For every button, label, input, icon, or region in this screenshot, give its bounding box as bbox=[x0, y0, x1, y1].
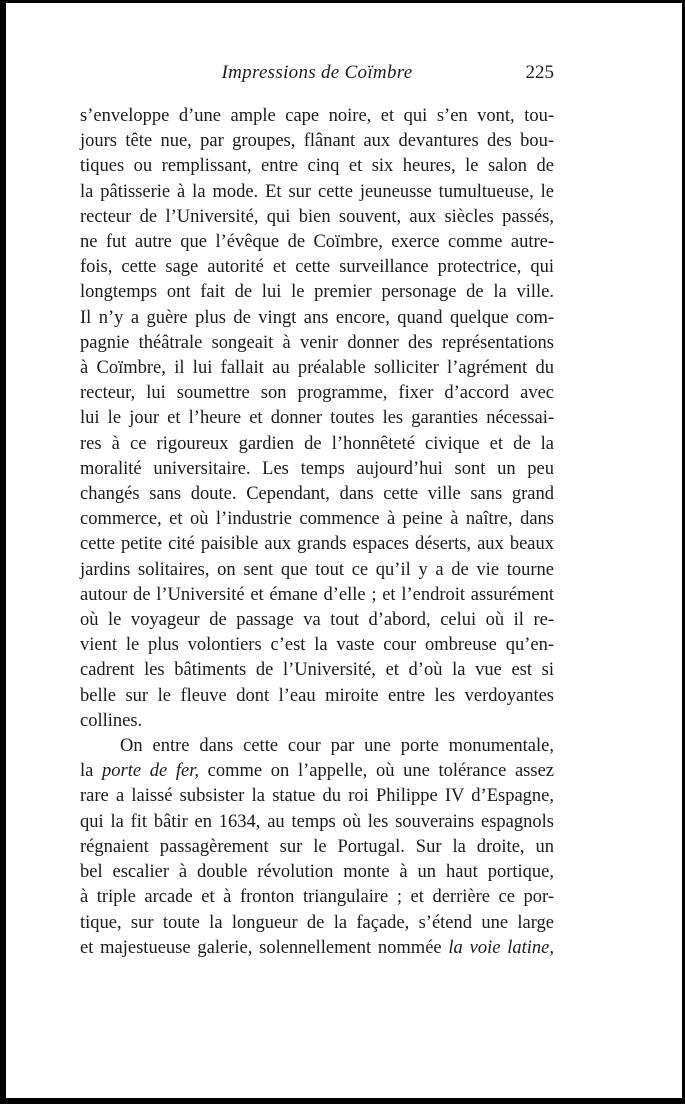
text-line: où le voyageur de passage va tout d’abord, celui où il re- bbox=[80, 610, 554, 631]
paragraph-1 bbox=[80, 104, 554, 734]
text-fragment: comme on l’appelle, où une tolérance assez bbox=[199, 761, 555, 782]
text-line: belle sur le fleuve dont l’eau miroite entre les verdoyantes bbox=[80, 685, 554, 706]
paragraph-2 bbox=[80, 734, 554, 961]
text-line: vient le plus volontiers c’est la vaste cour ombreuse qu’en- bbox=[80, 635, 554, 656]
text-line: recteur de l’Université, qui bien souvent, aux siècles passés, bbox=[80, 206, 554, 227]
italic-phrase: porte de fer, bbox=[102, 761, 200, 782]
text-line: fois, cette sage autorité et cette surveillance protectrice, qui bbox=[80, 257, 554, 278]
text-line: régnaient passagèrement sur le Portugal. Sur la droite, un bbox=[80, 836, 554, 857]
text-line: cette petite cité paisible aux grands espaces déserts, aux beaux bbox=[80, 534, 554, 555]
text-line: On entre dans cette cour par une porte monumentale, bbox=[120, 736, 554, 757]
page-number: 225 bbox=[525, 62, 554, 83]
text-line: à Coïmbre, il lui fallait au préalable solliciter l’agrément du bbox=[80, 358, 554, 379]
text-line: qui la fit bâtir en 1634, au temps où les souverains espagnols bbox=[80, 811, 554, 832]
text-line: à triple arcade et à fronton triangulaire ; et derrière ce por- bbox=[80, 887, 554, 908]
book-page bbox=[80, 62, 554, 961]
text-fragment: et majestueuse galerie, solennellement nommée bbox=[80, 937, 449, 958]
italic-phrase: la voie latine, bbox=[448, 937, 554, 958]
text-line: recteur, lui soumettre son programme, fixer d’accord avec bbox=[80, 383, 554, 404]
text-line: s’enveloppe d’une ample cape noire, et qui s’en vont, tou- bbox=[80, 106, 554, 126]
text-line: jours tête nue, par groupes, flânant aux devantures des bou- bbox=[80, 131, 554, 152]
text-line: tique, sur toute la longueur de la façade, s’étend une large bbox=[80, 912, 554, 933]
text-line bbox=[80, 936, 554, 961]
text-line: bel escalier à double révolution monte à un haut portique, bbox=[80, 862, 554, 883]
text-line: pagnie théâtrale songeait à venir donner des représentations bbox=[80, 332, 554, 353]
text-line: longtemps ont fait de lui le premier personage de la ville. bbox=[80, 282, 554, 303]
text-line: changés sans doute. Cependant, dans cette ville sans grand bbox=[80, 484, 554, 505]
text-line: moralité universitaire. Les temps aujourd’hui sont un peu bbox=[80, 458, 554, 479]
text-line: cadrent les bâtiments de l’Université, et d’où la vue est si bbox=[80, 660, 554, 681]
text-fragment: la bbox=[80, 761, 103, 782]
text-line: la pâtisserie à la mode. Et sur cette jeuneusse tumultueuse, le bbox=[80, 181, 554, 202]
text-line: Il n’y a guère plus de vingt ans encore, quand quelque com- bbox=[80, 307, 554, 328]
text-line: autour de l’Université et émane d’elle ; et l’endroit assurément bbox=[80, 584, 554, 605]
text-line: lui le jour et l’heure et donner toutes les garanties nécessai- bbox=[80, 408, 554, 429]
text-line: res à ce rigoureux gardien de l’honnêteté civique et de la bbox=[80, 433, 554, 454]
text-line: tiques ou remplissant, entre cinq et six heures, le salon de bbox=[80, 156, 554, 177]
text-line: commerce, et où l’industrie commence à peine à naître, dans bbox=[80, 509, 554, 530]
text-line: rare a laissé subsister la statue du roi Philippe IV d’Espagne, bbox=[80, 786, 554, 807]
text-line: ne fut autre que l’évêque de Coïmbre, exerce comme autre- bbox=[80, 232, 554, 253]
text-line: collines. bbox=[80, 710, 143, 731]
running-title: Impressions de Coïmbre bbox=[221, 62, 413, 83]
text-line: jardins solitaires, on sent que tout ce qu’il y a de vie tourne bbox=[80, 559, 554, 580]
running-header bbox=[80, 62, 554, 88]
text-line bbox=[80, 759, 554, 784]
